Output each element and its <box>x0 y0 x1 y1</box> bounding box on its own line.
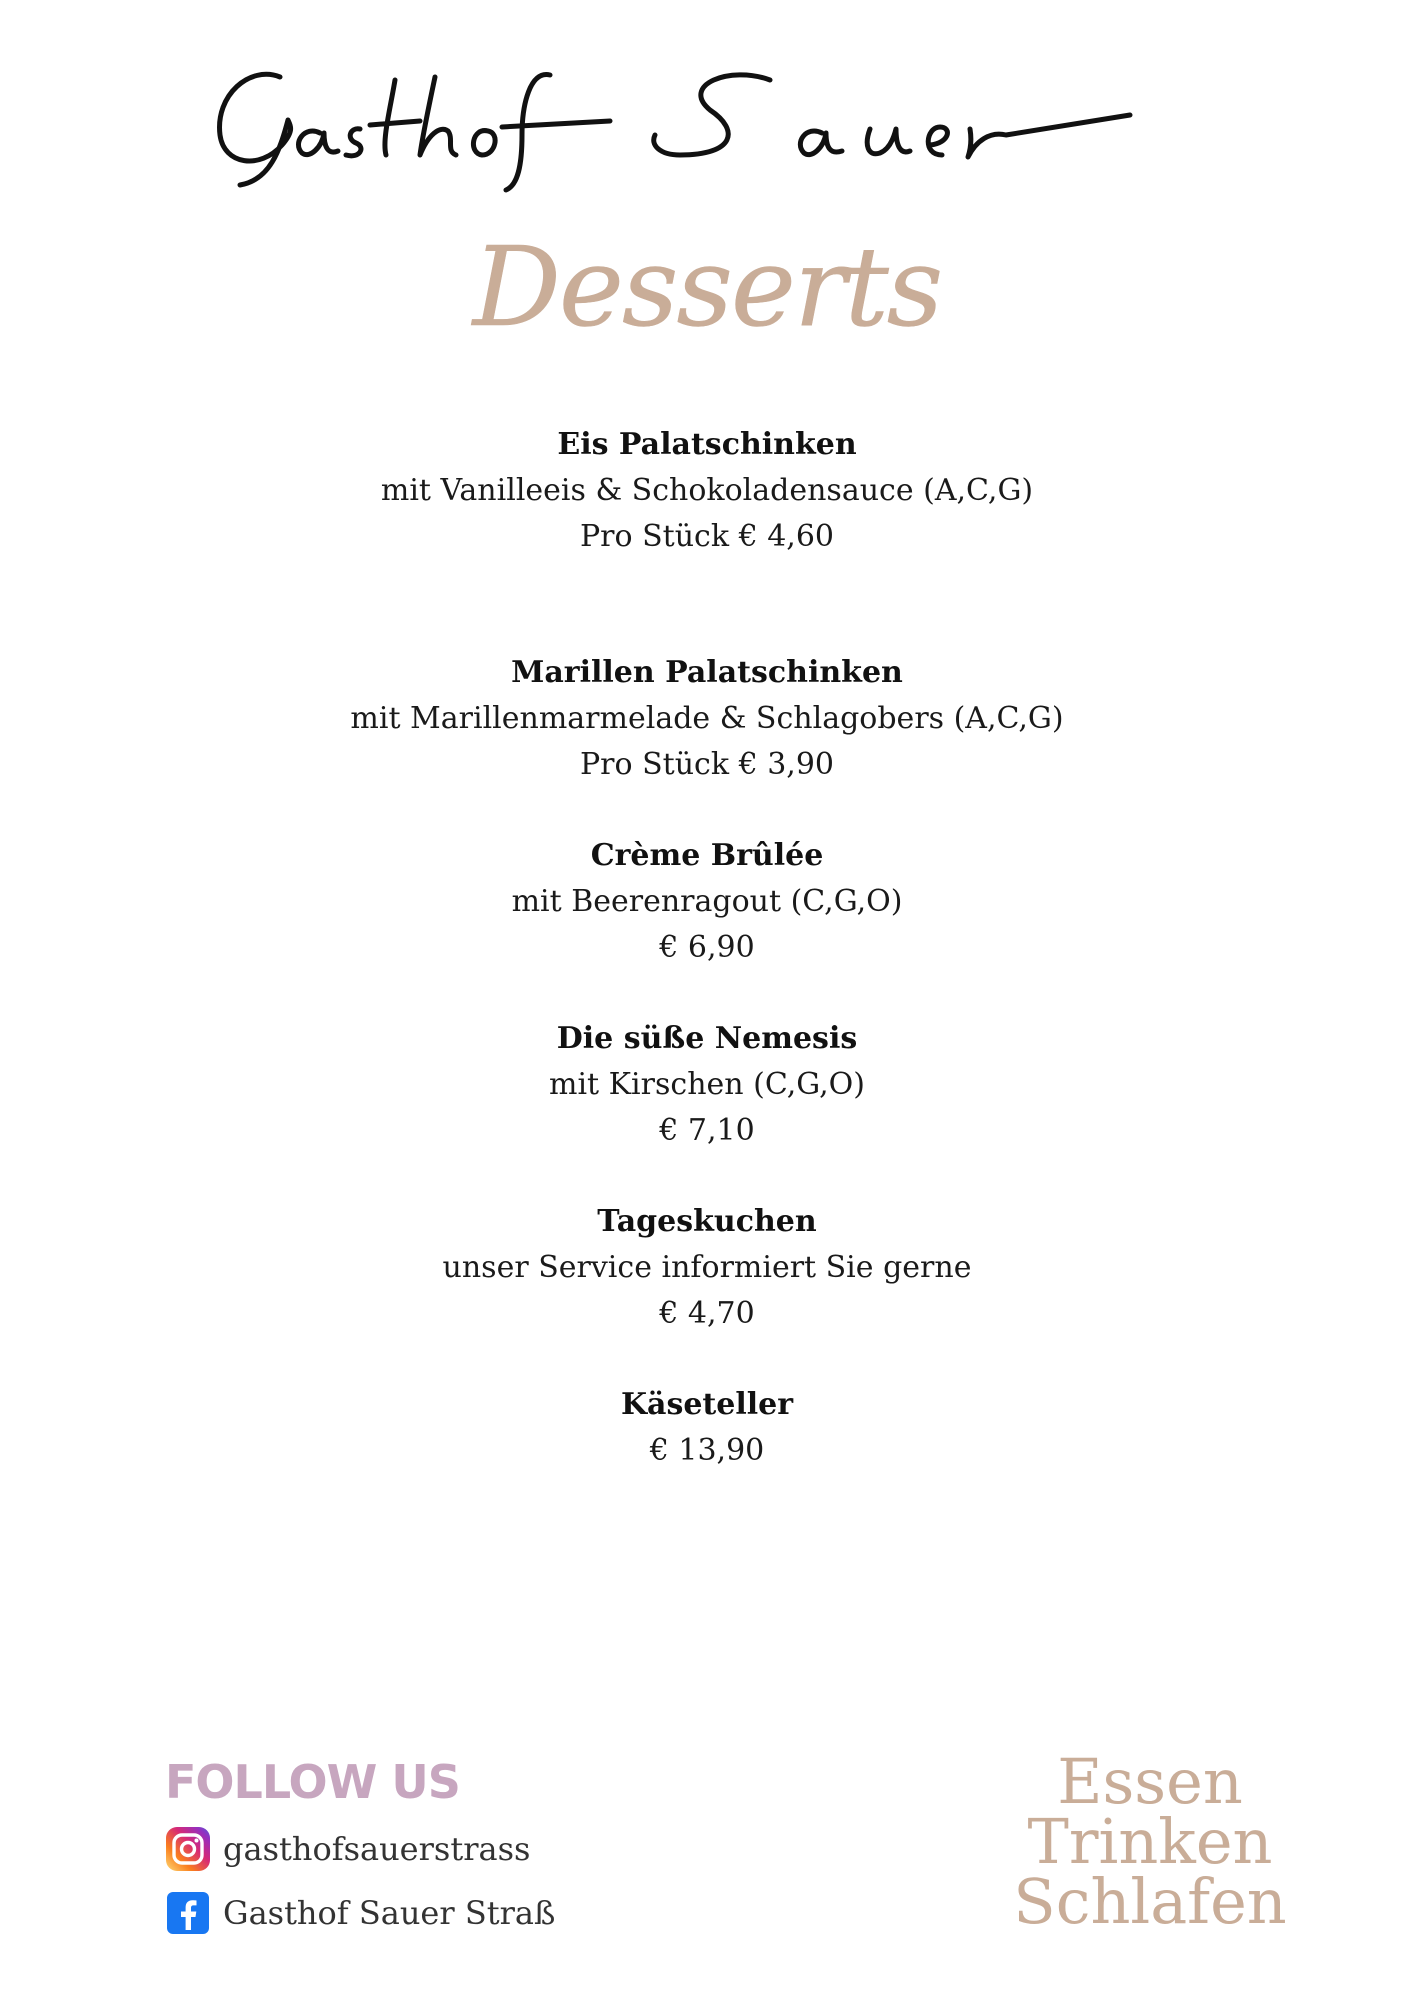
menu-item <box>0 650 1414 788</box>
item-name: Eis Palatschinken <box>557 427 857 462</box>
follow-us-title: FOLLOW US <box>165 1755 460 1809</box>
tagline <box>985 1745 1315 1938</box>
item-price: € 4,70 <box>659 1296 755 1331</box>
instagram-icon <box>165 1826 211 1872</box>
item-description: mit Kirschen (C,G,O) <box>549 1067 865 1102</box>
item-description: mit Beerenragout (C,G,O) <box>511 884 903 919</box>
instagram-link[interactable] <box>165 1822 665 1876</box>
item-price: Pro Stück € 4,60 <box>580 519 834 554</box>
item-price: € 6,90 <box>659 930 755 965</box>
item-description: mit Vanilleeis & Schokoladensauce (A,C,G) <box>380 473 1034 508</box>
follow-us-section <box>165 1752 665 1940</box>
menu-item <box>0 1016 1414 1154</box>
tagline-essen: Essen <box>1057 1745 1243 1818</box>
facebook-icon <box>165 1890 211 1936</box>
instagram-handle: gasthofsauerstrass <box>223 1830 531 1868</box>
item-price: € 13,90 <box>649 1433 765 1468</box>
tagline-schlafen: Schlafen <box>1013 1865 1287 1938</box>
item-name: Käseteller <box>620 1387 794 1422</box>
dessert-menu <box>0 422 1414 1474</box>
svg-text:Desserts: Desserts <box>472 223 942 351</box>
facebook-link[interactable] <box>165 1886 665 1940</box>
item-name: Die süße Nemesis <box>556 1021 858 1056</box>
menu-item <box>0 422 1414 560</box>
section-title <box>0 205 1414 355</box>
item-description: unser Service informiert Sie gerne <box>442 1250 972 1285</box>
item-name: Tageskuchen <box>597 1204 817 1239</box>
facebook-handle: Gasthof Sauer Straß <box>223 1894 556 1932</box>
tagline-trinken: Trinken <box>1027 1805 1273 1878</box>
item-price: € 7,10 <box>659 1113 755 1148</box>
item-name: Marillen Palatschinken <box>511 655 903 690</box>
brand-logo <box>210 55 1210 195</box>
menu-item <box>0 1382 1414 1474</box>
item-name: Crème Brûlée <box>590 838 824 873</box>
item-price: Pro Stück € 3,90 <box>580 747 834 782</box>
menu-item <box>0 1199 1414 1337</box>
item-description: mit Marillenmarmelade & Schlagobers (A,C,G) <box>350 701 1064 736</box>
menu-item <box>0 833 1414 971</box>
